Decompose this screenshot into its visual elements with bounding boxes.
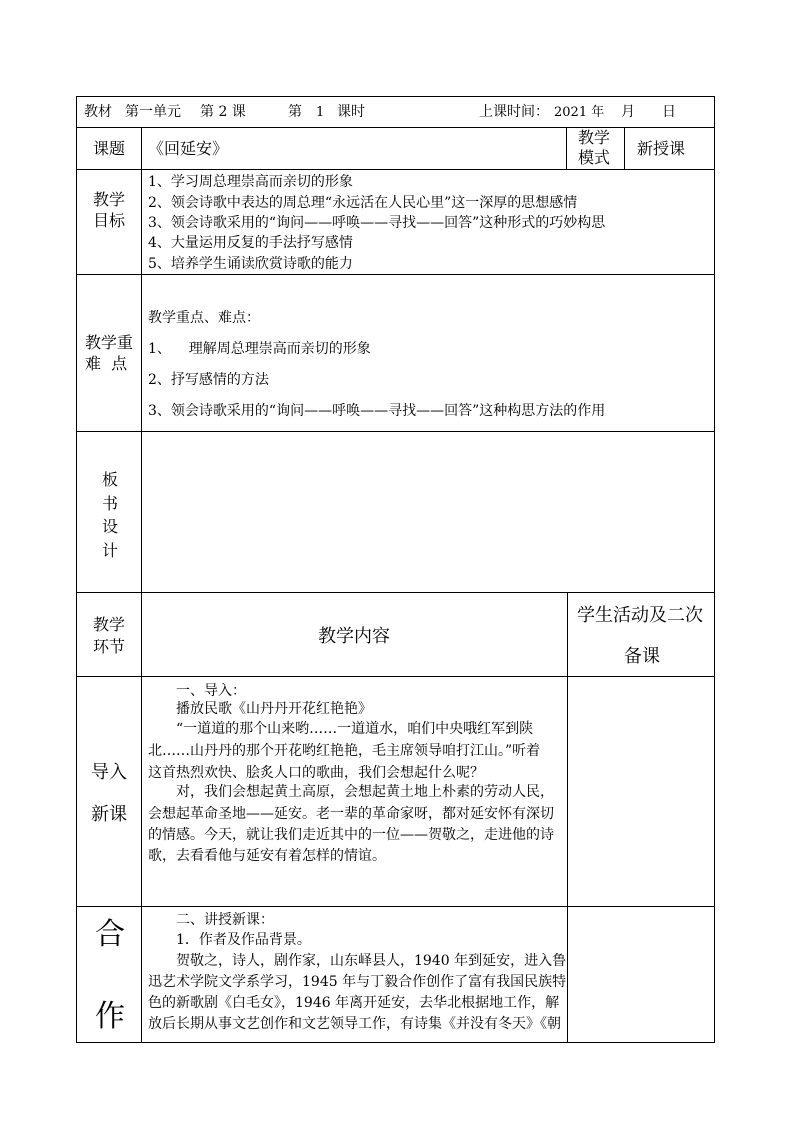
lesson-label: 第 2 课 (200, 104, 246, 120)
intro-line: 北……山丹丹的那个开花哟红艳艳，毛主席领导咱打江山。”听着 (148, 743, 541, 759)
topic-mode-divider (566, 127, 567, 169)
period-prefix: 第 (288, 104, 302, 120)
class-year: 2021 年 (554, 105, 605, 120)
table-border-left (76, 96, 77, 1042)
student-header-line2: 备课 (624, 646, 660, 667)
intro-stage-line2: 新课 (91, 804, 127, 825)
row-divider-keypoints (76, 431, 715, 432)
period-suffix: 课时 (337, 104, 365, 120)
cooperate-line: 色的新歌剧《白毛女》，1946 年离开延安，去华北根据地工作，解 (148, 995, 560, 1011)
table-border-top (76, 96, 715, 97)
board-label-char: 板 (102, 470, 119, 489)
label-column-divider (141, 127, 142, 1042)
goal-item: 3、领会诗歌采用的“询问——呼唤——寻找——回答”这种形式的巧妙构思 (148, 215, 606, 231)
row-divider-topic (76, 169, 715, 170)
content-header: 教学内容 (318, 626, 390, 647)
goal-item: 4、大量运用反复的手法抒写感情 (148, 235, 353, 251)
cooperate-line: 迅艺术学院文学系学习，1945 年与丁毅合作创作了富有我国民族特 (148, 974, 567, 990)
intro-line: 一、导入： (176, 683, 246, 699)
table-border-right (714, 96, 715, 1042)
cooperate-line: 1．作者及作品背景。 (176, 932, 311, 948)
student-column-divider (567, 592, 568, 1042)
keypoints-label-line2: 难 点 (85, 354, 128, 373)
goal-item: 5、培养学生诵读欣赏诗歌的能力 (148, 256, 353, 272)
intro-line: 播放民歌《山丹丹开花红艳艳》 (176, 701, 372, 717)
board-label-char: 计 (102, 541, 119, 560)
keypoint-item: 1、 理解周总理崇高而亲切的形象 (148, 341, 371, 357)
intro-line: 的情感。今天，就让我们走近其中的一位——贺敬之，走进他的诗 (148, 827, 554, 843)
unit-label: 第一单元 (125, 104, 181, 120)
keypoints-label-line1: 教学重 (85, 333, 134, 352)
cooperate-line: 放后长期从事文艺创作和文艺领导工作，有诗集《并没有冬天》《朝 (148, 1016, 561, 1032)
intro-line: 这首热烈欢快、脍炙人口的歌曲，我们会想起什么呢？ (148, 765, 484, 781)
mode-label-line1: 教学 (578, 128, 611, 147)
goal-item: 1、学习周总理崇高而亲切的形象 (148, 174, 353, 190)
cooperate-stage-char1: 合 (95, 917, 125, 952)
intro-stage-line1: 导入 (91, 762, 127, 783)
intro-line: 歌，去看看他与延安有着怎样的情谊。 (148, 848, 386, 864)
row-divider-process-header (76, 676, 715, 677)
row-divider-intro (76, 906, 715, 907)
row-divider-goals (76, 274, 715, 275)
mode-value-divider (624, 127, 625, 169)
board-label-char: 书 (102, 494, 119, 513)
student-header-line1: 学生活动及二次 (577, 605, 703, 626)
cooperate-line: 贺敬之，诗人，剧作家，山东峄县人，1940 年到延安，进入鲁 (176, 953, 567, 969)
stage-header-line1: 教学 (93, 615, 126, 634)
cooperate-line: 二、讲授新课： (176, 912, 274, 928)
intro-line: “一道道的那个山来哟……一道道水，咱们中央哦红军到陕 (176, 721, 534, 737)
topic-label: 课题 (93, 139, 126, 158)
intro-line: 会想起革命圣地——延安。老一辈的革命家呀，都对延安怀有深切 (148, 806, 554, 822)
board-label-char: 设 (102, 517, 119, 536)
mode-value: 新授课 (637, 139, 686, 158)
intro-line: 对，我们会想起黄土高原，会想起黄土地上朴素的劳动人民， (176, 784, 554, 800)
goal-item: 2、领会诗歌中表达的周总理“永远活在人民心里”这一深厚的思想感情 (148, 195, 578, 211)
goals-label-line2: 目标 (93, 211, 126, 230)
table-border-bottom (76, 1042, 715, 1043)
stage-header-line2: 环节 (93, 637, 126, 656)
textbook-label: 教材 (84, 104, 112, 120)
period-number: 1 (316, 105, 325, 120)
mode-label-line2: 模式 (578, 148, 611, 167)
row-divider-board (76, 592, 715, 593)
keypoints-heading: 教学重点、难点： (148, 310, 260, 326)
topic-value: 《回延安》 (148, 139, 229, 158)
cooperate-stage-char2: 作 (95, 999, 125, 1034)
keypoint-item: 3、领会诗歌采用的“询问——呼唤——寻找——回答”这种构思方法的作用 (148, 403, 606, 419)
class-month: 月 (621, 104, 635, 120)
keypoint-item: 2、抒写感情的方法 (148, 372, 269, 388)
row-divider-header (76, 127, 715, 128)
class-day: 日 (662, 104, 676, 120)
goals-label-line1: 教学 (93, 190, 126, 209)
class-time-label: 上课时间： (479, 104, 549, 120)
